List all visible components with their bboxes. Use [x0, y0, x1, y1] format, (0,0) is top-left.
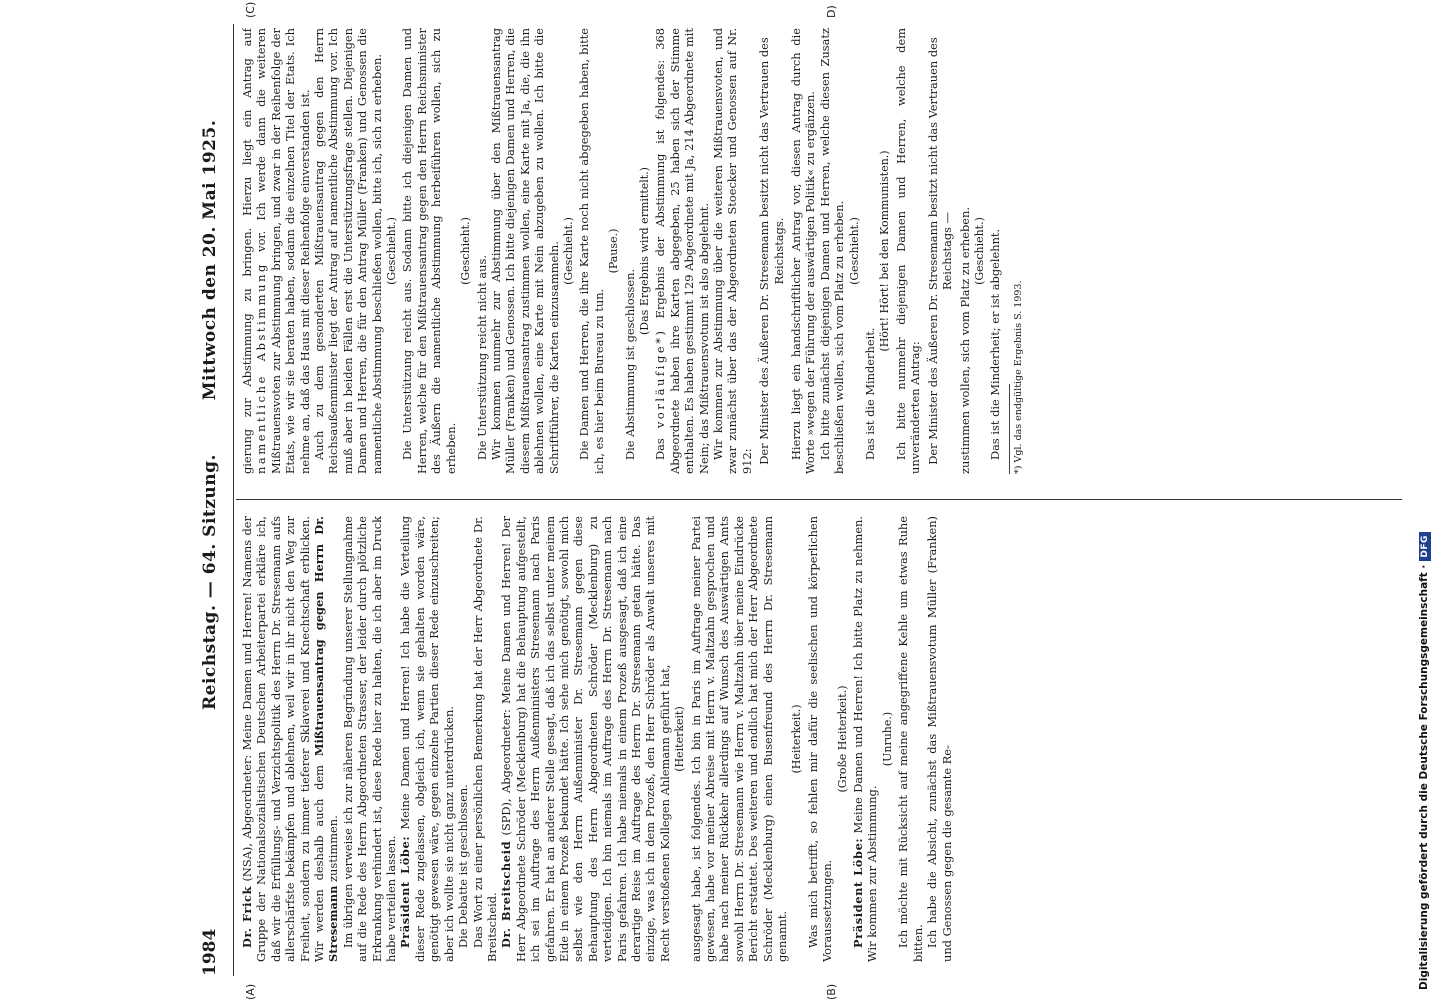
right-column	[240, 28, 1410, 474]
motion-text: Der Minister des Äußeren Dr. Stresemann besitzt nicht das Vertrauen des Reichstags.	[757, 37, 786, 465]
margin-marker-c: (C)	[244, 1, 257, 18]
paragraph: Die Abstimmung ist geschlossen.	[622, 268, 637, 460]
credit-line	[1418, 532, 1431, 990]
paragraph: zustimmen wollen, sich vom Platz zu erheben.	[957, 207, 972, 474]
interjection: (Geschieht.)	[459, 217, 473, 285]
column-divider	[236, 499, 1406, 500]
paragraph-text: gierung zur Abstimmung zu bringen. Hierzu liegt ein Antrag auf	[240, 28, 254, 474]
speaker-name: Präsident Löbe:	[851, 837, 866, 948]
paragraph	[851, 516, 880, 962]
speaker-name: Präsident Löbe:	[398, 835, 413, 948]
page-number: 1984	[200, 928, 220, 976]
paragraph: Hierzu liegt ein handschriftlicher Antrag vor, diesen Antrag durch die Worte »wegen der Führung der auswärtigen Politik« zu ergänzen.	[789, 28, 818, 474]
paragraph: Das Wort zu einer persönlichen Bemerkung hat der Herr Abgeordnete Dr. Breitscheid.	[470, 516, 499, 962]
speaker-name: Dr. Frick	[240, 885, 254, 948]
interjection: (Geschieht.)	[972, 217, 986, 285]
interjection: (Pause.)	[607, 228, 621, 274]
session-title: Reichstag. — 64. Sitzung.	[200, 454, 220, 710]
motion-text: Der Minister des Äußeren Dr. Stresemann besitzt nicht das Vertrauen des Reichstags —	[925, 37, 955, 465]
paragraph-text: Das	[653, 438, 668, 460]
paragraph: Ich bitte nunmehr diejenigen Damen und Herren, welche dem unveränderten Antrag:	[893, 28, 923, 474]
interjection: (Geschieht.)	[561, 217, 575, 285]
margin-marker-d: D)	[825, 5, 838, 18]
paragraph-text: Ergebnis der Abstimmung ist folgendes: 368 Abgeordnete haben ihre Karten abgegeben, 25 haben sich der Stimme enthalten. Es haben gestimmt 129 Abgeordnete mit Ja, 214 Abgeordnete mit Nein; das Mißtrauensvotum ist also abgelehnt.	[653, 28, 711, 474]
interjection: (Das Ergebnis wird ermittelt.)	[637, 167, 651, 335]
paragraph-text: (SPD), Abgeordneter: Meine Damen und Herren! Der Herr Abgeordnete Schröder (Mecklenburg) hat die Behauptung aufgestellt, ich sei im Auftrage des Herrn Außenministers Stresemann nach Paris gefahren. Er hat an anderer Stelle gesagt, daß ich das selbst unter meinem Eide in einem Prozeß bekundet hätte. Ich sehe mich genötigt, sowohl mich selbst wie den Herrn Außenminister Dr. Stresemann gegen diese Behauptung des Herrn Abgeordneten Schröder (Mecklenburg) zu verteidigen. Ich bin niemals im Auftrage des Herrn Dr. Stresemann nach Paris gefahren. Ich habe niemals in einem Prozeß ausgesagt, daß ich eine derartige Reise im Auftrage des Herrn Dr. Stresemann getan hätte. Das einzige, was ich in dem Prozeß, den Herr Schröder als Anwalt unseres mit Recht verstoßenen Kollegen Ahlemann geführt hat,	[499, 516, 672, 962]
dfg-logo: DFG	[1419, 532, 1431, 561]
paragraph: Das ist die Minderheit.	[863, 327, 878, 460]
paragraph	[398, 516, 456, 962]
margin-marker-b: (B)	[825, 983, 838, 1000]
paragraph: Ich möchte mit Rücksicht auf meine angegriffene Kehle um etwas Ruhe bitten.	[896, 516, 925, 962]
footnote: *) Vgl. das endgültige Ergebnis S. 1993.	[1012, 280, 1024, 474]
emphasis-text: Mißtrauensantrag gegen Herrn Dr. Stresemann	[312, 516, 341, 962]
interjection: (Unruhe.)	[880, 711, 894, 767]
paragraph: Ich habe die Absicht, zunächst das Mißtrauensvotum Müller (Franken) und Genossen gegen die gesamte Re-	[925, 516, 954, 962]
paragraph: ausgesagt habe, ist folgendes. Ich bin in Paris im Auftrage meiner Partei gewesen, habe vor meiner Abreise mit Herrn v. Maltzahn gesprochen und habe nach meiner Rückkehr allerdings auf Wunsch des Auswärtigen Amts sowohl Herrn Dr. Stresemann wie Herrn v. Maltzahn über meine Eindrücke Bericht erstattet. Des weiteren und endlich hat mich der Herr Abgeordnete Schröder (Mecklenburg) einen Busenfreund des Herrn Dr. Stresemann genannt.	[688, 516, 790, 962]
paragraph: Das ist die Minderheit; er ist abgelehnt.	[988, 228, 1003, 460]
paragraph	[499, 516, 672, 962]
paragraph: Ich bitte zunächst diejenigen Damen und Herren, welche diesen Zusatz beschließen wollen, sich vom Platz zu erheben.	[817, 28, 847, 474]
paragraph: Die Damen und Herren, die ihre Karte noch nicht abgegeben haben, bitte ich, es hier beim Bureau zu tun.	[577, 28, 606, 474]
document-page	[100, 0, 1434, 1000]
spaced-text: vorläufige*)	[653, 328, 668, 429]
paragraph: Die Unterstützung reicht nicht aus.	[474, 255, 489, 460]
paragraph	[653, 28, 711, 474]
paragraph: Im übrigen verweise ich zur näheren Begründung unserer Stellungnahme auf die Rede des Herrn Abgeordneten Strasser, der leider durch plötzliche Erkrankung verhindert ist, diese Rede hier zu halten, die ich aber im Druck habe verteilen lassen.	[340, 516, 399, 962]
interjection: (Hört! Hört! bei den Kommunisten.)	[878, 150, 892, 352]
paragraph: Die Unterstützung reicht aus. Sodann bitte ich diejenigen Damen und Herren, welche für den Mißtrauensantrag gegen den Herrn Reichsminister des Äußern die namentliche Abstimmung herbeiführen wollen, sich zu erheben.	[400, 28, 458, 474]
paragraph-text: vor. Ich werde dann die weiteren Mißtrauensvoten zur Abstimmung bringen, und zwar in der Reihenfolge der Etats, wie wir sie beraten haben, sodann die einzelnen Titel der Etats. Ich nehme an, daß das Haus mit dieser Reihenfolge einverstanden ist.	[254, 28, 312, 474]
interjection: (Heiterkeit)	[673, 706, 687, 772]
paragraph	[240, 28, 312, 474]
credit-text: Digitalisierung gefördert durch die Deutsche Forschungsgemeinschaft ·	[1418, 564, 1430, 990]
header-rule	[233, 24, 234, 976]
paragraph-text: Meine Damen und Herren! Ich habe die Verteilung dieser Rede zugelassen, obgleich ich, wenn sie gehalten worden wäre, genötigt gewesen wäre, gegen einzelne Partien dieser Rede einzuschreiten; aber ich wollte sie nicht ganz unterdrücken.	[398, 516, 456, 962]
speaker-name: Dr. Breitscheid	[499, 840, 514, 948]
paragraph: Wir kommen zur Abstimmung über die weiteren Mißtrauensvoten, und zwar zunächst über das der Abgeordneten Stoecker und Genossen auf Nr. 912:	[711, 28, 754, 474]
funding-credit	[1402, 0, 1434, 1000]
paragraph-text: Meine Damen und Herren! Ich bitte Platz zu nehmen. Wir kommen zur Abstimmung.	[851, 516, 880, 962]
interjection: (Heiterkeit.)	[790, 704, 804, 774]
session-date: Mittwoch den 20. Mai 1925.	[200, 119, 220, 401]
footnote-rule	[1009, 384, 1010, 474]
interjection: (Geschieht.)	[385, 217, 399, 285]
paragraph	[240, 516, 341, 962]
interjection: (Geschieht.)	[847, 217, 861, 285]
left-column	[240, 516, 1410, 962]
paragraph: Wir kommen nunmehr zur Abstimmung über den Mißtrauensantrag Müller (Franken) und Genossen. Ich bitte diejenigen Damen und Herren, die diesem Mißtrauensantrag zustimmen wollen, eine Karte mit Ja, die, die ihn ablehnen wollen, eine Karte mit Nein abzugeben zu wollen. Ich bitte die Schriftführer, die Karten einzusammeln.	[488, 28, 561, 474]
interjection: (Große Heiterkeit.)	[835, 685, 849, 793]
paragraph-text: zustimmen.	[326, 815, 341, 882]
spaced-text: namentliche Abstimmung	[254, 262, 269, 474]
paragraph: Auch zu dem gesonderten Mißtrauensantrag gegen den Herrn Reichsaußenminister liegt der Antrag auf namentliche Abstimmung vor. Ich muß aber in beiden Fällen erst die Unterstützungsfrage stellen. Diejenigen Damen und Herren, die für den Antrag Müller (Franken) und Genossen die namentliche Abstimmung beschließen wollen, bitte ich, sich zu erheben.	[312, 28, 384, 474]
paragraph-text: (NSA), Abgeordneter: Meine Damen und Herren! Namens der Gruppe der Nationalsozialistischen Deutschen Arbeiterpartei erkläre ich, daß wir die Erfüllungs- und Verzichtspolitik des Herrn Dr. Stresemann aufs allerschärfste bekämpfen und ablehnen, weil wir in ihr nicht den Weg zur Freiheit, sondern zu immer tieferer Sklaverei und Knechtschaft erblicken. Wir werden deshalb auch dem	[240, 516, 327, 962]
paragraph: Was mich betrifft, so fehlen mir dafür die seelischen und körperlichen Voraussetzungen.	[805, 516, 835, 962]
margin-marker-a: (A)	[244, 983, 257, 1000]
paragraph: Die Debatte ist geschlossen.	[456, 784, 471, 948]
